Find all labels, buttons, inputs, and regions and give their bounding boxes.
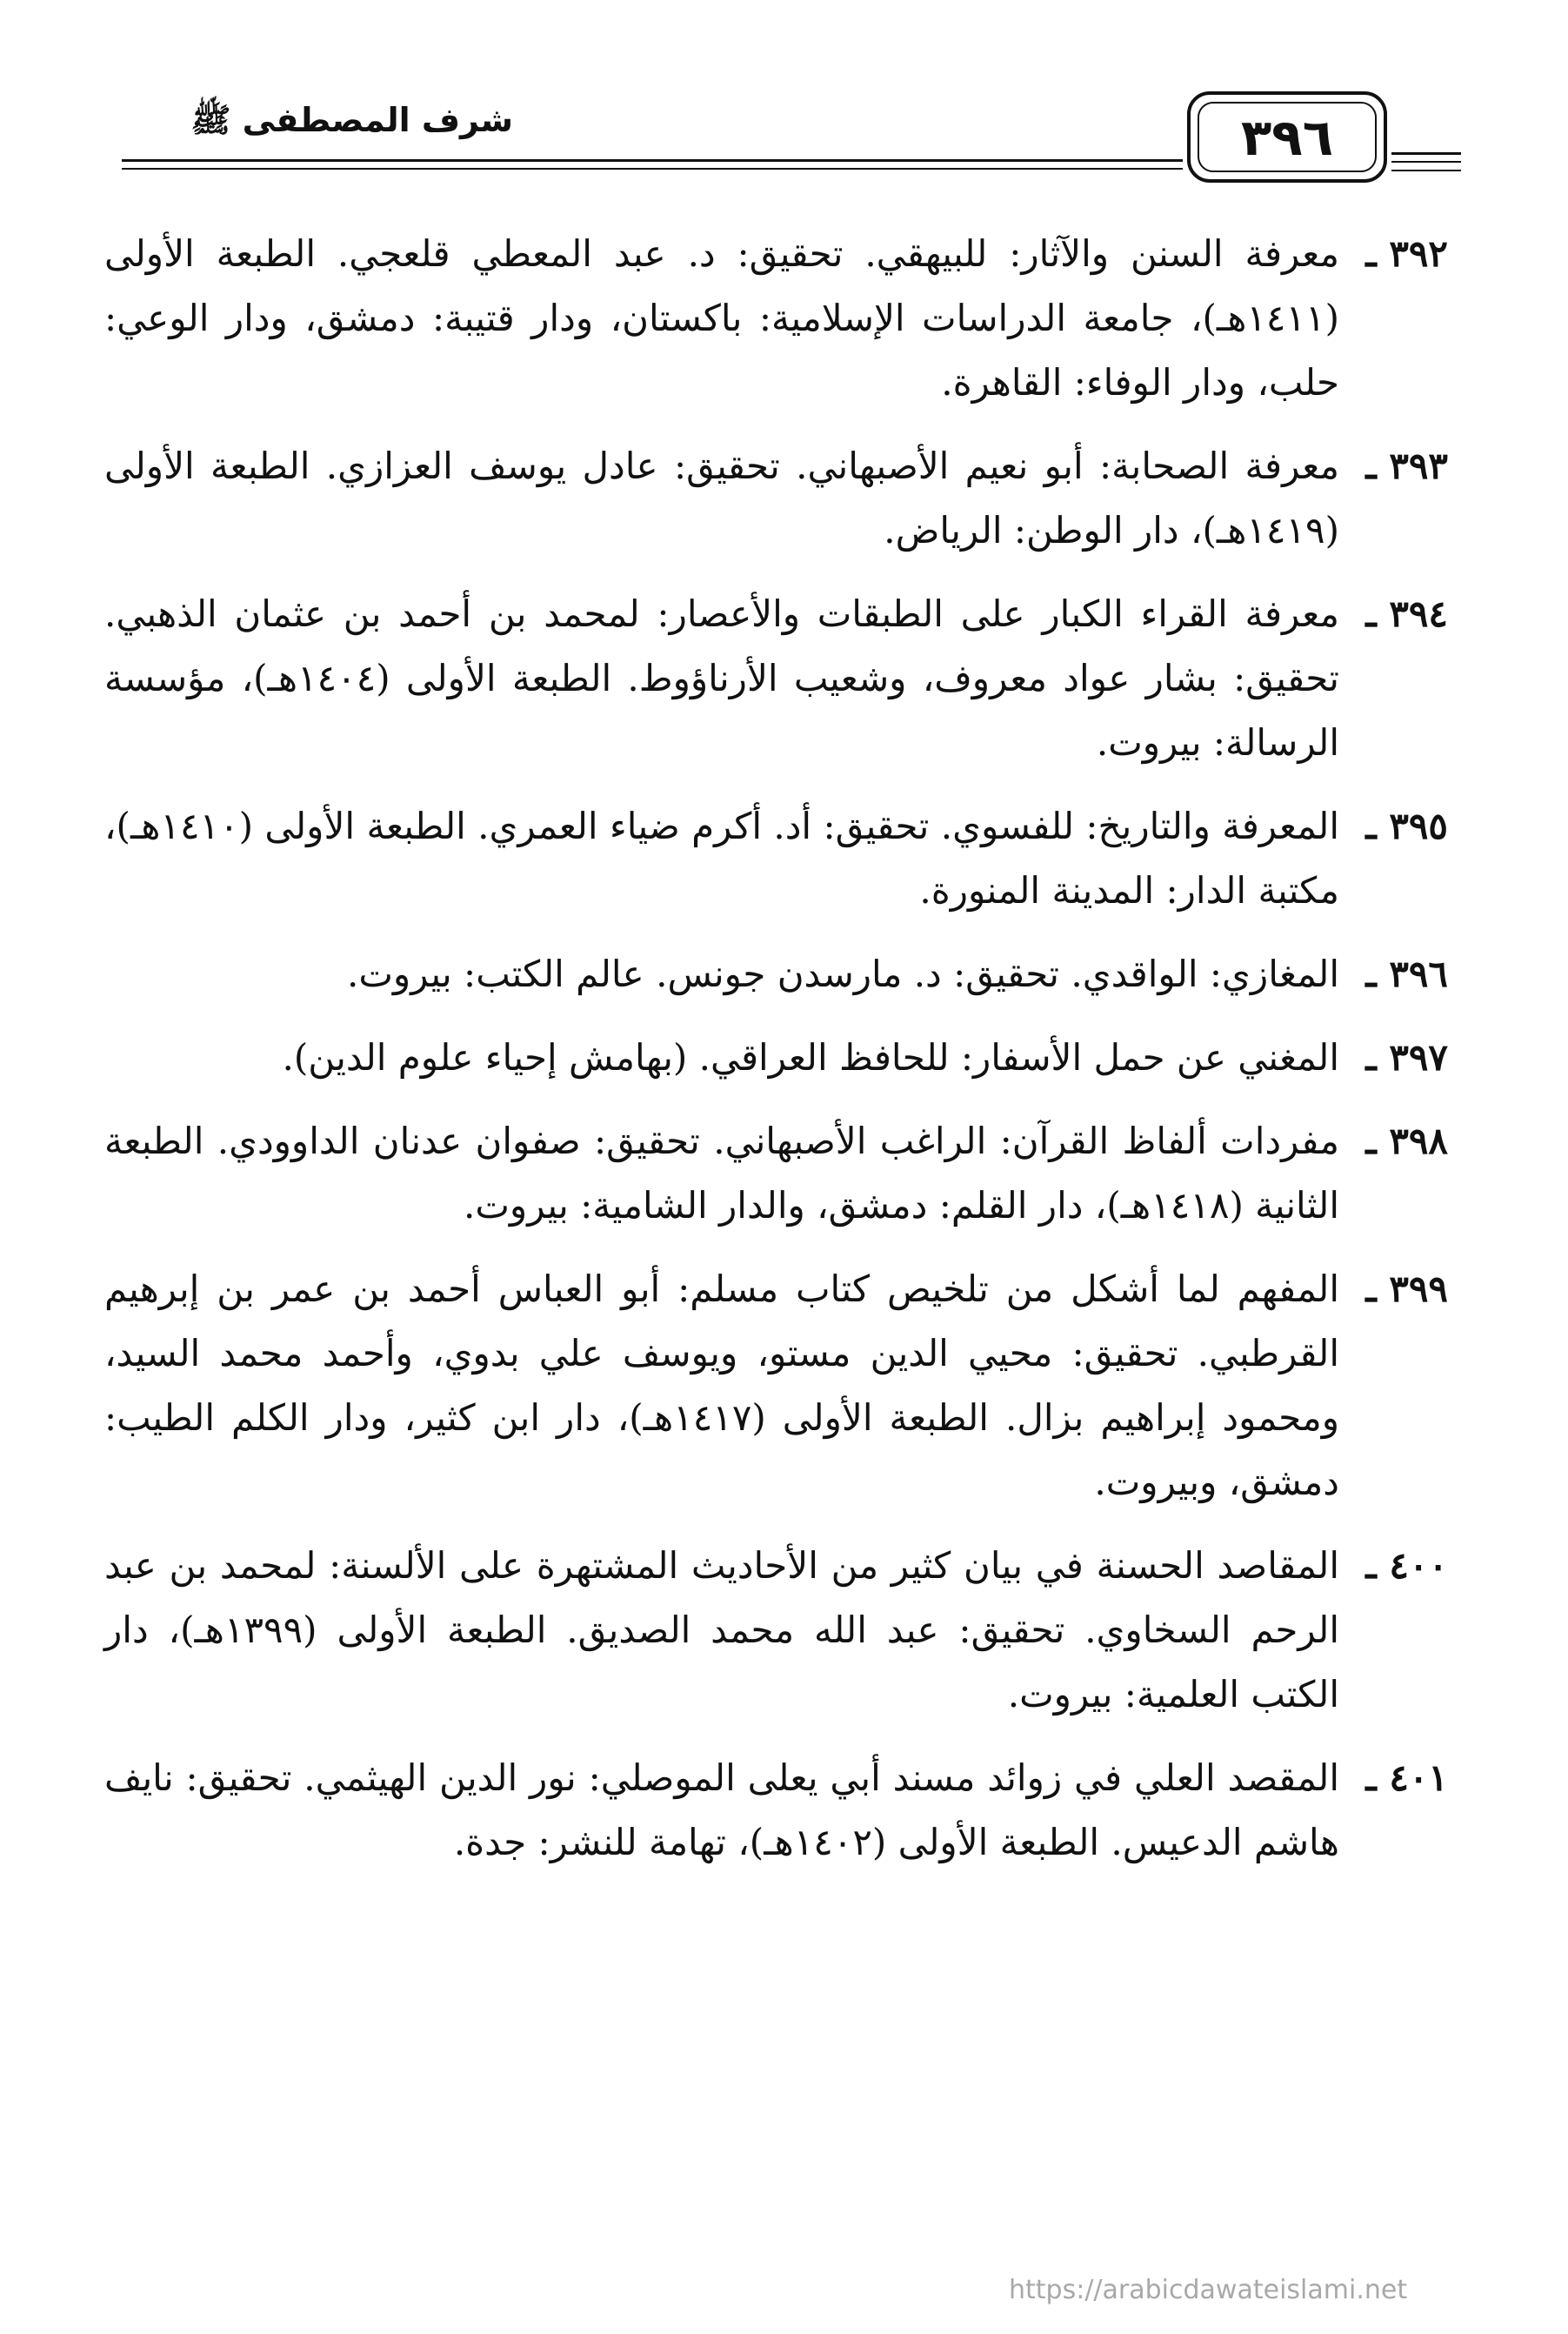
entry-number: ٣٩٣ ـ [1365, 445, 1448, 487]
entry-text: معرفة السنن والآثار: للبيهقي. تحقيق: د. عبد المعطي قلعجي. الطبعة الأولى (١٤١١هـ)، جامعة الدراسات الإسلامية: باكستان، ودار قتيبة: دمشق، ودار الوعي: حلب، ودار الوفاء: القاهرة. [104, 232, 1339, 404]
bibliography-list [104, 222, 1448, 1894]
entry-text: المقاصد الحسنة في بيان كثير من الأحاديث المشتهرة على الألسنة: لمحمد بن عبد الرحم السخاوي. تحقيق: عبد الله محمد الصديق. الطبعة الأولى (١٣٩٩هـ)، دار الكتب العلمية: بيروت. [104, 1544, 1339, 1715]
entry-text: معرفة الصحابة: أبو نعيم الأصبهاني. تحقيق: عادل يوسف العزازي. الطبعة الأولى (١٤١٩هـ)، دار الوطن: الرياض. [104, 445, 1339, 552]
bibliography-entry [104, 1026, 1448, 1090]
entry-text: المغني عن حمل الأسفار: للحافظ العراقي. (بهامش إحياء علوم الدين). [282, 1036, 1339, 1079]
entry-text: مفردات ألفاظ القرآن: الراغب الأصبهاني. تحقيق: صفوان عدنان الداوودي. الطبعة الثانية (١٤١٨هـ)، دار القلم: دمشق، والدار الشامية: بيروت. [104, 1120, 1339, 1227]
header-rule [1391, 170, 1461, 171]
entry-number: ٤٠١ ـ [1365, 1756, 1448, 1799]
bibliography-entry [104, 1534, 1448, 1727]
entry-number: ٣٩٥ ـ [1365, 805, 1448, 847]
page-header [122, 83, 1461, 196]
page-number: ٣٩٦ [1198, 102, 1377, 172]
header-rule [122, 159, 1183, 162]
bibliography-entry [104, 1257, 1448, 1515]
bibliography-entry [104, 434, 1448, 563]
bibliography-entry [104, 582, 1448, 775]
bibliography-entry [104, 1746, 1448, 1875]
entry-number: ٣٩٤ ـ [1365, 592, 1448, 635]
bibliography-entry [104, 1109, 1448, 1238]
entry-number: ٣٩٧ ـ [1365, 1036, 1448, 1079]
entry-text: المعرفة والتاريخ: للفسوي. تحقيق: أد. أكرم ضياء العمري. الطبعة الأولى (١٤١٠هـ)، مكتبة الدار: المدينة المنورة. [104, 805, 1339, 912]
entry-number: ٣٩٩ ـ [1365, 1267, 1448, 1310]
entry-text: المفهم لما أشكل من تلخيص كتاب مسلم: أبو العباس أحمد بن عمر بن إبرهيم القرطبي. تحقيق: محيي الدين مستو، ويوسف علي بدوي، وأحمد محمد السيد، ومحمود إبراهيم بزال. الطبعة الأولى (١٤١٧هـ)، دار ابن كثير، ودار الكلم الطيب: دمشق، وبيروت. [104, 1267, 1339, 1503]
bibliography-entry [104, 942, 1448, 1006]
bibliography-entry [104, 222, 1448, 415]
entry-text: معرفة القراء الكبار على الطبقات والأعصار: لمحمد بن أحمد بن عثمان الذهبي. تحقيق: بشار عواد معروف، وشعيب الأرناؤوط. الطبعة الأولى (١٤٠٤هـ)، مؤسسة الرسالة: بيروت. [104, 592, 1339, 764]
entry-number: ٣٩٦ ـ [1365, 953, 1448, 995]
page-number-frame [1187, 91, 1387, 183]
header-rule [1391, 161, 1461, 163]
watermark-url: https://arabicdawateislami.net [1009, 2275, 1408, 2305]
entry-number: ٣٩٢ ـ [1365, 232, 1448, 275]
bibliography-entry [104, 794, 1448, 923]
entry-number: ٣٩٨ ـ [1365, 1120, 1448, 1162]
entry-text: المقصد العلي في زوائد مسند أبي يعلى الموصلي: نور الدين الهيثمي. تحقيق: نايف هاشم الدعيس. الطبعة الأولى (١٤٠٢هـ)، تهامة للنشر: جدة. [104, 1756, 1339, 1863]
header-rule [1391, 152, 1461, 155]
entry-text: المغازي: الواقدي. تحقيق: د. مارسدن جونس. عالم الكتب: بيروت. [347, 953, 1339, 995]
running-title: شرف المصطفى ﷺ [190, 101, 513, 139]
header-rule [122, 168, 1183, 170]
entry-number: ٤٠٠ ـ [1365, 1544, 1448, 1587]
